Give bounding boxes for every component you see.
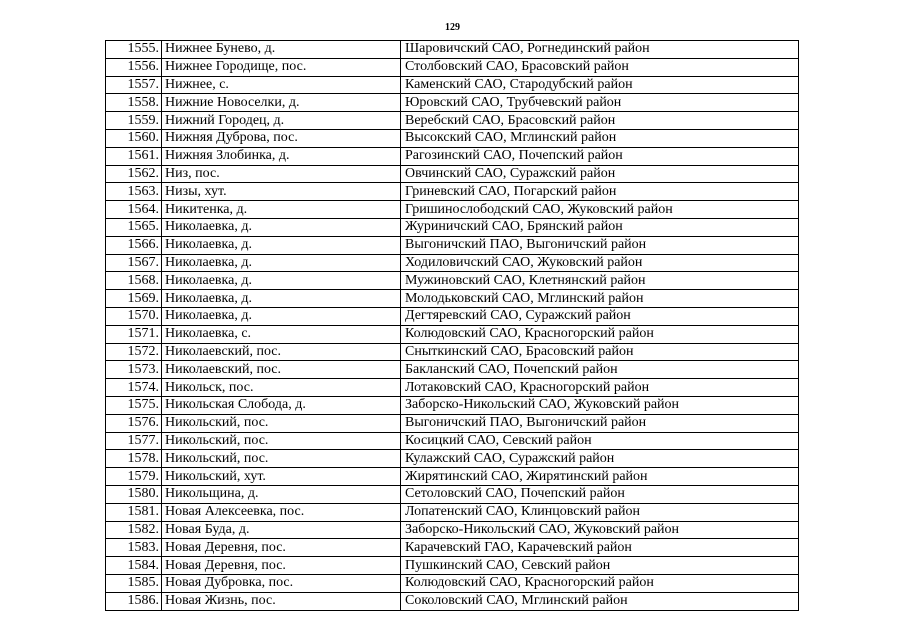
table-row <box>106 485 799 503</box>
table-row <box>106 503 799 521</box>
row-number: 1572. <box>106 343 162 361</box>
administrative-unit: Столбовский САО, Брасовский район <box>401 58 799 76</box>
table-row <box>106 539 799 557</box>
row-number: 1560. <box>106 129 162 147</box>
table-row <box>106 254 799 272</box>
row-number: 1559. <box>106 112 162 130</box>
administrative-unit: Карачевский ГАО, Карачевский район <box>401 539 799 557</box>
administrative-unit: Овчинский САО, Суражский район <box>401 165 799 183</box>
row-number: 1584. <box>106 557 162 575</box>
administrative-unit: Рагозинский САО, Почепский район <box>401 147 799 165</box>
settlement-name: Новая Деревня, пос. <box>162 557 401 575</box>
row-number: 1557. <box>106 76 162 94</box>
table-row <box>106 325 799 343</box>
settlement-name: Никольск, пос. <box>162 379 401 397</box>
row-number: 1579. <box>106 468 162 486</box>
table-row <box>106 290 799 308</box>
settlement-name: Николаевка, д. <box>162 290 401 308</box>
settlement-name: Николаевский, пос. <box>162 361 401 379</box>
table-row <box>106 236 799 254</box>
administrative-unit: Молодьковский САО, Мглинский район <box>401 290 799 308</box>
row-number: 1569. <box>106 290 162 308</box>
table-row <box>106 58 799 76</box>
row-number: 1568. <box>106 272 162 290</box>
administrative-unit: Журиничский САО, Брянский район <box>401 218 799 236</box>
table-row <box>106 307 799 325</box>
administrative-unit: Дегтяревский САО, Суражский район <box>401 307 799 325</box>
row-number: 1585. <box>106 574 162 592</box>
settlement-name: Нижнее Бунево, д. <box>162 41 401 59</box>
row-number: 1577. <box>106 432 162 450</box>
settlement-name: Новая Дубровка, пос. <box>162 574 401 592</box>
row-number: 1558. <box>106 94 162 112</box>
settlements-table-body <box>106 41 799 611</box>
row-number: 1576. <box>106 414 162 432</box>
administrative-unit: Бакланский САО, Почепский район <box>401 361 799 379</box>
row-number: 1578. <box>106 450 162 468</box>
settlement-name: Низы, хут. <box>162 183 401 201</box>
row-number: 1586. <box>106 592 162 610</box>
settlement-name: Никольский, хут. <box>162 468 401 486</box>
row-number: 1570. <box>106 307 162 325</box>
row-number: 1571. <box>106 325 162 343</box>
administrative-unit: Высокский САО, Мглинский район <box>401 129 799 147</box>
row-number: 1583. <box>106 539 162 557</box>
administrative-unit: Шаровичский САО, Рогнединский район <box>401 41 799 59</box>
row-number: 1566. <box>106 236 162 254</box>
table-row <box>106 521 799 539</box>
administrative-unit: Кулажский САО, Суражский район <box>401 450 799 468</box>
row-number: 1575. <box>106 396 162 414</box>
row-number: 1574. <box>106 379 162 397</box>
administrative-unit: Колюдовский САО, Красногорский район <box>401 574 799 592</box>
row-number: 1565. <box>106 218 162 236</box>
settlement-name: Нижние Новоселки, д. <box>162 94 401 112</box>
settlement-name: Новая Жизнь, пос. <box>162 592 401 610</box>
settlement-name: Николаевка, д. <box>162 236 401 254</box>
table-row <box>106 361 799 379</box>
settlement-name: Николаевка, д. <box>162 254 401 272</box>
settlement-name: Никольский, пос. <box>162 414 401 432</box>
settlement-name: Никольская Слобода, д. <box>162 396 401 414</box>
administrative-unit: Пушкинский САО, Севский район <box>401 557 799 575</box>
administrative-unit: Сетоловский САО, Почепский район <box>401 485 799 503</box>
settlement-name: Новая Буда, д. <box>162 521 401 539</box>
table-row <box>106 557 799 575</box>
table-row <box>106 165 799 183</box>
row-number: 1562. <box>106 165 162 183</box>
table-row <box>106 94 799 112</box>
table-row <box>106 574 799 592</box>
administrative-unit: Мужиновский САО, Клетнянский район <box>401 272 799 290</box>
row-number: 1555. <box>106 41 162 59</box>
settlement-name: Никольщина, д. <box>162 485 401 503</box>
settlement-name: Нижнее Городище, пос. <box>162 58 401 76</box>
administrative-unit: Соколовский САО, Мглинский район <box>401 592 799 610</box>
administrative-unit: Веребский САО, Брасовский район <box>401 112 799 130</box>
row-number: 1561. <box>106 147 162 165</box>
table-row <box>106 468 799 486</box>
settlement-name: Низ, пос. <box>162 165 401 183</box>
settlement-name: Нижнее, с. <box>162 76 401 94</box>
row-number: 1567. <box>106 254 162 272</box>
administrative-unit: Гриневский САО, Погарский район <box>401 183 799 201</box>
administrative-unit: Выгоничский ПАО, Выгоничский район <box>401 414 799 432</box>
settlement-name: Николаевский, пос. <box>162 343 401 361</box>
table-row <box>106 592 799 610</box>
administrative-unit: Выгоничский ПАО, Выгоничский район <box>401 236 799 254</box>
administrative-unit: Гришинослободский САО, Жуковский район <box>401 201 799 219</box>
table-row <box>106 450 799 468</box>
settlement-name: Нижний Городец, д. <box>162 112 401 130</box>
row-number: 1581. <box>106 503 162 521</box>
settlement-name: Никольский, пос. <box>162 450 401 468</box>
administrative-unit: Лопатенский САО, Клинцовский район <box>401 503 799 521</box>
row-number: 1582. <box>106 521 162 539</box>
administrative-unit: Ходиловичский САО, Жуковский район <box>401 254 799 272</box>
settlement-name: Никитенка, д. <box>162 201 401 219</box>
administrative-unit: Лотаковский САО, Красногорский район <box>401 379 799 397</box>
table-row <box>106 414 799 432</box>
table-row <box>106 129 799 147</box>
settlement-name: Николаевка, д. <box>162 218 401 236</box>
settlement-name: Николаевка, с. <box>162 325 401 343</box>
row-number: 1573. <box>106 361 162 379</box>
table-row <box>106 396 799 414</box>
table-row <box>106 343 799 361</box>
table-row <box>106 272 799 290</box>
administrative-unit: Косицкий САО, Севский район <box>401 432 799 450</box>
administrative-unit: Жирятинский САО, Жирятинский район <box>401 468 799 486</box>
settlement-name: Нижняя Дуброва, пос. <box>162 129 401 147</box>
settlement-name: Новая Алексеевка, пос. <box>162 503 401 521</box>
table-row <box>106 147 799 165</box>
settlement-name: Николаевка, д. <box>162 307 401 325</box>
table-row <box>106 201 799 219</box>
table-row <box>106 218 799 236</box>
table-row <box>106 112 799 130</box>
settlement-name: Новая Деревня, пос. <box>162 539 401 557</box>
table-row <box>106 76 799 94</box>
settlement-name: Нижняя Злобинка, д. <box>162 147 401 165</box>
administrative-unit: Колюдовский САО, Красногорский район <box>401 325 799 343</box>
row-number: 1564. <box>106 201 162 219</box>
table-row <box>106 432 799 450</box>
row-number: 1556. <box>106 58 162 76</box>
settlements-table <box>105 40 799 611</box>
administrative-unit: Заборско-Никольский САО, Жуковский район <box>401 521 799 539</box>
administrative-unit: Заборско-Никольский САО, Жуковский район <box>401 396 799 414</box>
table-row <box>106 183 799 201</box>
administrative-unit: Юровский САО, Трубчевский район <box>401 94 799 112</box>
row-number: 1580. <box>106 485 162 503</box>
page-number: 129 <box>445 22 460 33</box>
settlement-name: Николаевка, д. <box>162 272 401 290</box>
administrative-unit: Каменский САО, Стародубский район <box>401 76 799 94</box>
row-number: 1563. <box>106 183 162 201</box>
table-row <box>106 379 799 397</box>
table-row <box>106 41 799 59</box>
settlement-name: Никольский, пос. <box>162 432 401 450</box>
administrative-unit: Сныткинский САО, Брасовский район <box>401 343 799 361</box>
